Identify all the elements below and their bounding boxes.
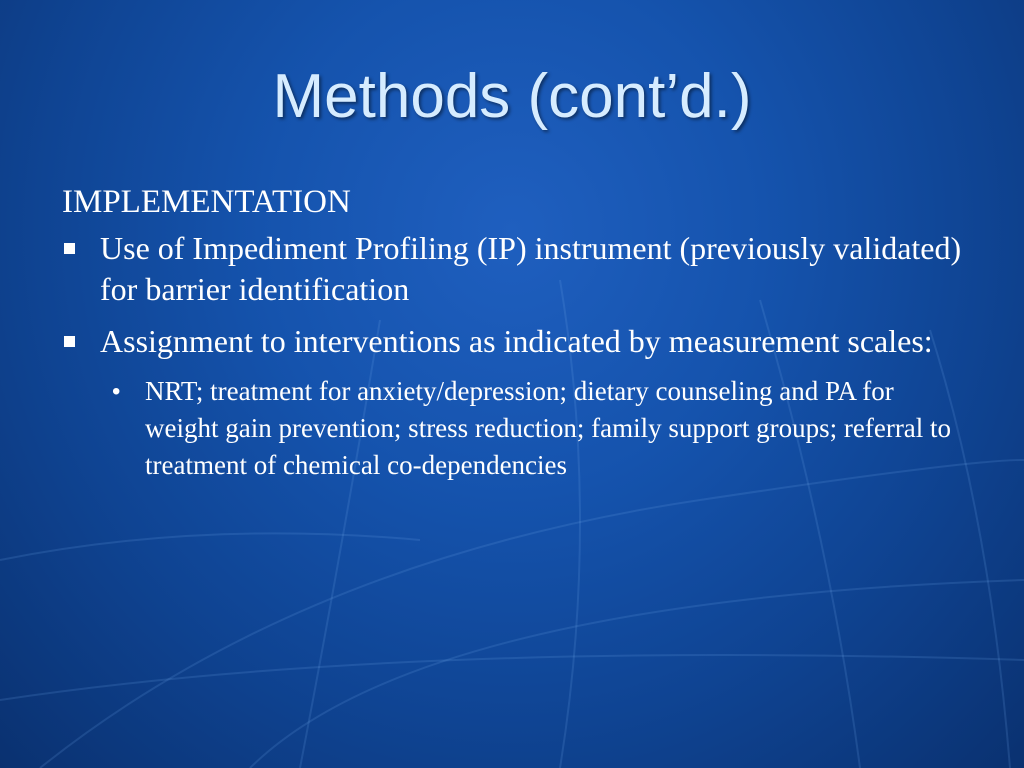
sub-bullet-item [112,373,962,484]
slide-body [62,180,962,484]
bullet-list [62,228,962,362]
sub-bullet-text: NRT; treatment for anxiety/depression; dietary counseling and PA for weight gain prevention; stress reduction; family support groups; referral to treatment of chemical co-dependencies [145,376,952,480]
square-bullet-icon [64,336,75,347]
sub-bullet-list [62,373,962,484]
section-heading: IMPLEMENTATION [62,184,351,220]
bullet-item [62,321,962,362]
square-bullet-icon [64,243,75,254]
bullet-text: Assignment to interventions as indicated by measurement scales: [100,323,933,359]
bullet-item [62,228,962,310]
slide-title: Methods (cont’d.) [272,62,752,131]
dot-bullet-icon: • [112,378,121,405]
bullet-text: Use of Impediment Profiling (IP) instrument (previously validated) for barrier identification [100,230,962,307]
